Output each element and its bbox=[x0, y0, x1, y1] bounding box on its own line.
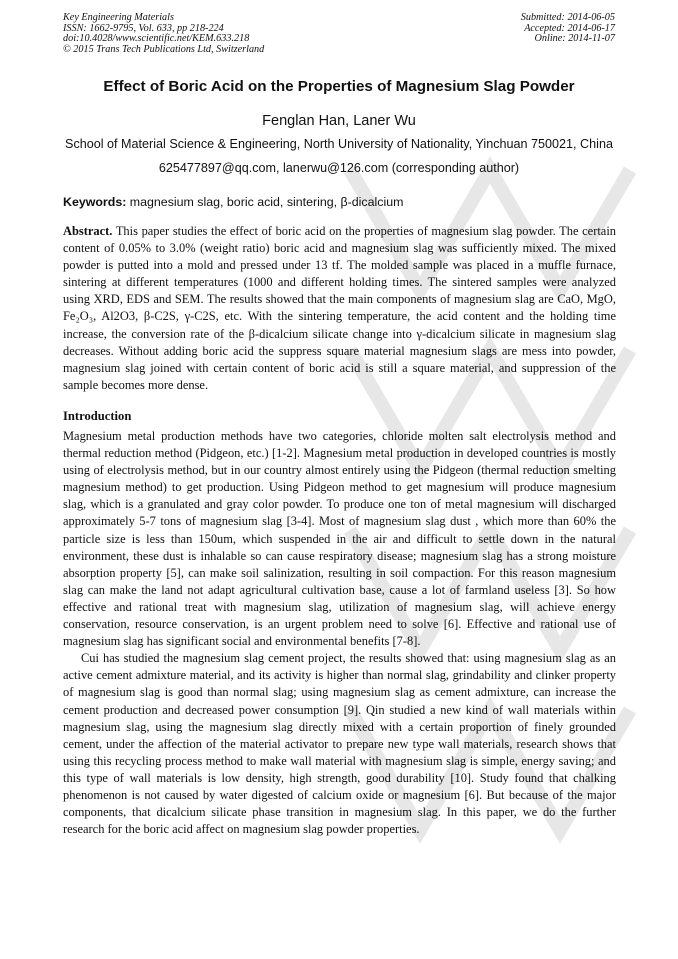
intro-paragraph: Magnesium metal production methods have two categories, chloride molten salt electrolysis method and thermal reduction method (Pidgeon, etc.) [1-2]. Magnesium metal production in developed countries is mostly using of electrolysis method, but in our country almost entirely using the Pidgeon (thermal reduction smelting magnesium method) to get production. Using Pidgeon method to get magnesium will produce magnesium slag, which is a granulated and gray color powder. To produce one ton of metal magnesium will discharged approximately 5-7 tons of magnesium slag [3-4]. Most of magnesium slag dust , which more than 60% the particle size is less than 150um, which suspended in the air and difficult to settle down in the natural environment, these dust is inhalable so can cause respiratory disease; magnesium slag has a strong moisture absorption property [5], can make soil salinization, resulting in soil compaction. For this reason magnesium slag can make the land not adapt agricultural cultivation base, cause a lot of farmland useless [3]. So how effective and rational treat with magnesium slag, utilization of magnesium slag, will achieve energy conservation, resource conservation, is an urgent problem need to solve [6]. Effective and rational use of magnesium slag has significant social and environmental benefits [7-8]. bbox=[63, 429, 616, 649]
keywords-label: Keywords: bbox=[63, 195, 127, 209]
introduction-heading: Introduction bbox=[63, 409, 132, 423]
affiliation: School of Material Science & Engineering, North University of Nationality, Yinchuan 750021, China bbox=[65, 137, 613, 151]
online-date: Online: 2014-11-07 bbox=[534, 33, 615, 45]
journal-info bbox=[63, 13, 264, 55]
journal-name: Key Engineering Materials bbox=[63, 12, 174, 23]
authors: Fenglan Han, Laner Wu bbox=[262, 113, 416, 129]
intro-paragraph: Cui has studied the magnesium slag cement project, the results showed that: using magnesium slag as an active cement admixture material, and its activity is higher than normal slag, grindability and clinker property of magnesium slag is good than normal slag; using magnesium slag as cement admixture, can increase the cement production and decreased power consumption [9]. Qin studied a new kind of wall materials within magnesium slag, using the magnesium slag directly mixed with a certain proportion of finely grounded cement, under the affection of the material activator to prepare new type wall materials, research shows that using this recycling process method to make wall material with magnesium slag is simple, energy saving; and this type of wall materials is low density, high strength, good durability [10]. Study found that chalking phenomenon is not caused by water digested of calcium oxide or magnesium [6]. But because of the major components, that dicalcium silicate phase transition in magnesium slag. In this paper, we do the further research for the boric acid affect on magnesium slag powder properties. bbox=[63, 651, 616, 837]
publication-dates bbox=[521, 13, 615, 45]
paper-title: Effect of Boric Acid on the Properties of Magnesium Slag Powder bbox=[103, 78, 575, 95]
accepted-date: Accepted: 2014-06-17 bbox=[524, 22, 615, 34]
introduction-body bbox=[63, 428, 616, 838]
keywords bbox=[63, 195, 618, 209]
abstract-text: This paper studies the effect of boric acid on the properties of magnesium slag powder. The certain content of 0.05% to 3.0% (weight ratio) boric acid and magnesium slag was sufficiently mixed. The mixed powder is putted into a mold and pressed under 13 tf. The molded sample was placed in a muffle furnace, sintering at different temperatures (1000 and different holding times. The sintered samples were analyzed using XRD, EDS and SEM. The results showed that the main components of magnesium slag are CaO, MgO, Fe₂O₃, Al2O3, β-C2S, γ-C2S, etc. With the sintering temperature, the acid content and the holding time increase, the conversion rate of the β-dicalcium silicate change into γ-dicalcium silicate in magnesium slag decreases. Without adding boric acid the suppress square material magnesium slags are mess into powder, magnesium slag joined with certain content of boric acid is still a square material, and suppression of the sample becomes more dense. bbox=[63, 224, 616, 392]
email-line: 625477897@qq.com, lanerwu@126.com (corresponding author) bbox=[158, 161, 520, 175]
abstract-label: Abstract. bbox=[63, 224, 113, 238]
issn-line: ISSN: 1662-9795, Vol. 633, pp 218-224 bbox=[63, 22, 224, 34]
copyright-line: © 2015 Trans Tech Publications Ltd, Switzerland bbox=[63, 43, 265, 55]
doi-line: doi:10.4028/www.scientific.net/KEM.633.218 bbox=[63, 33, 250, 45]
submitted-date: Submitted: 2014-06-05 bbox=[520, 12, 615, 23]
keywords-text: magnesium slag, boric acid, sintering, β-dicalcium bbox=[126, 195, 404, 209]
abstract bbox=[63, 223, 616, 394]
